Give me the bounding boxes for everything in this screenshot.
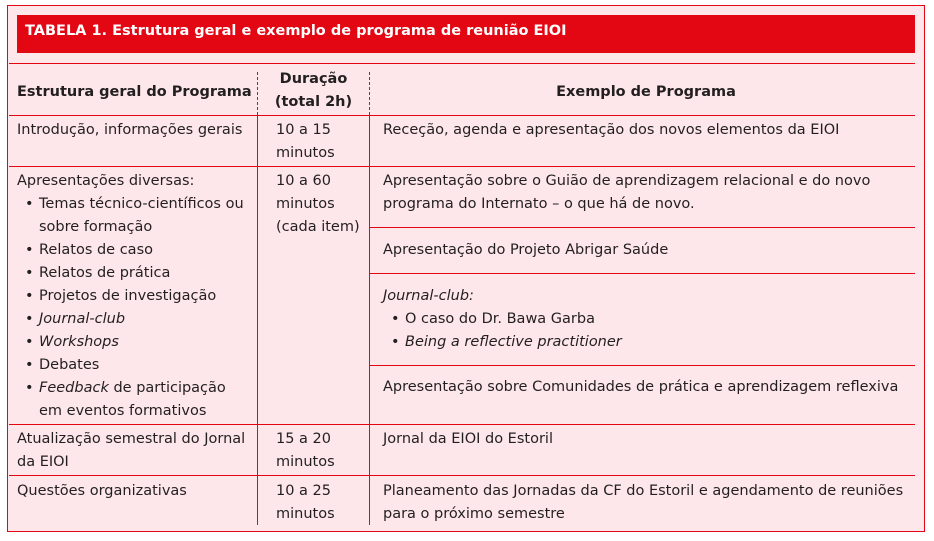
row1-duration-line1: 10 a 15	[276, 122, 332, 138]
list-item: • Debates	[23, 354, 252, 377]
column-divider	[257, 72, 258, 115]
list-item-rest: de participação em eventos formativos	[39, 380, 226, 419]
row1-structure: Introdução, informações gerais	[17, 122, 243, 138]
row1-example: Receção, agenda e apresentação dos novos elementos da EIOI	[383, 122, 840, 138]
row4-duration-line2: minutos	[276, 506, 335, 522]
list-item: • Relatos de caso	[23, 239, 252, 262]
header-duration	[262, 68, 365, 114]
header-structure: Estrutura geral do Programa	[17, 84, 252, 100]
row1-duration	[276, 119, 335, 165]
row2-example-3	[383, 285, 911, 354]
row2-duration-line3: (cada item)	[276, 219, 360, 235]
row2-duration-line1: 10 a 60	[276, 173, 332, 189]
header-duration-line1: Duração	[279, 71, 348, 87]
example-divider	[370, 227, 915, 228]
row-divider	[9, 424, 915, 425]
journal-club-list	[389, 308, 911, 354]
row3-duration-line1: 15 a 20	[276, 431, 332, 447]
row2-duration	[276, 170, 360, 239]
row3-example: Jornal da EIOI do Estoril	[383, 431, 553, 447]
row4-duration	[276, 480, 335, 526]
list-item-italic: Feedback	[39, 380, 109, 396]
row3-duration	[276, 428, 335, 474]
header-bottom-rule	[9, 115, 915, 116]
row-divider	[9, 475, 915, 476]
row2-example-1: Apresentação sobre o Guião de aprendizagem relacional e do novo programa do Internato – o que há de novo.	[383, 173, 871, 212]
row3-duration-line2: minutos	[276, 454, 335, 470]
column-divider	[257, 115, 258, 525]
row4-duration-line1: 10 a 25	[276, 483, 332, 499]
row4-structure: Questões organizativas	[17, 483, 187, 499]
list-item: • Workshops	[23, 331, 252, 354]
row3-structure: Atualização semestral do Jornal da EIOI	[17, 431, 246, 470]
list-item: • Relatos de prática	[23, 262, 252, 285]
example-divider	[370, 273, 915, 274]
list-item	[23, 377, 252, 423]
row2-structure-label: Apresentações diversas:	[17, 173, 195, 189]
row4-example: Planeamento das Jornadas da CF do Estoril e agendamento de reuniões para o próximo semestre	[383, 483, 904, 522]
row2-duration-line2: minutos	[276, 196, 335, 212]
list-item: • Projetos de investigação	[23, 285, 252, 308]
header-duration-line2: (total 2h)	[274, 94, 353, 110]
header-top-rule	[9, 63, 915, 64]
list-item: • O caso do Dr. Bawa Garba	[389, 308, 911, 331]
column-divider	[369, 72, 370, 115]
list-item: • Being a reflective practitioner	[389, 331, 911, 354]
row2-example-4: Apresentação sobre Comunidades de prática e aprendizagem reflexiva	[383, 379, 899, 395]
column-divider	[369, 115, 370, 525]
row2-structure	[17, 170, 252, 423]
row2-structure-list	[23, 193, 252, 423]
list-item: • Journal-club	[23, 308, 252, 331]
header-example: Exemplo de Programa	[556, 84, 736, 100]
journal-club-label: Journal-club:	[383, 288, 474, 304]
table-title: TABELA 1. Estrutura geral e exemplo de programa de reunião EIOI	[25, 23, 567, 39]
table-title-bar	[17, 15, 915, 53]
example-divider	[370, 365, 915, 366]
row1-duration-line2: minutos	[276, 145, 335, 161]
row2-example-2: Apresentação do Projeto Abrigar Saúde	[383, 242, 669, 258]
list-item: • Temas técnico-científicos ou sobre formação	[23, 193, 252, 239]
row-divider	[9, 166, 915, 167]
